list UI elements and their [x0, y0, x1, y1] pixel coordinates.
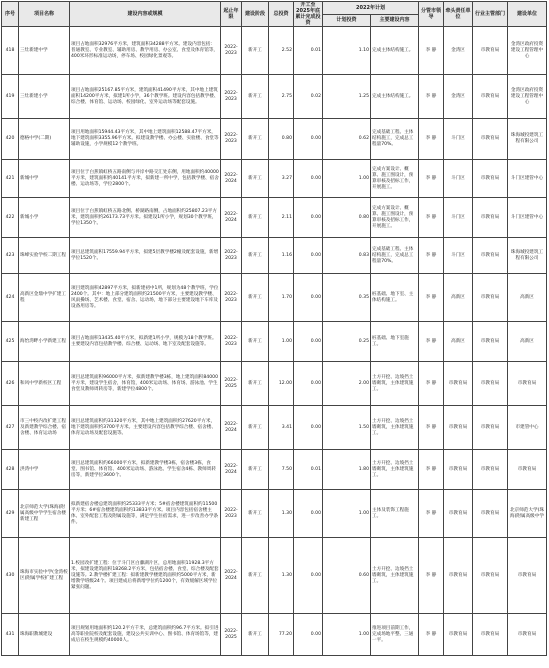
row-years: 2022-2023 [221, 322, 242, 362]
row-industry-dept: 市教育局 [473, 614, 508, 656]
row-project-name: 海怡湾畔小学新建工程 [19, 322, 70, 362]
row-seq: 426 [2, 362, 19, 406]
row-seq: 430 [2, 538, 19, 614]
row-seq: 429 [2, 490, 19, 538]
row-plan-investment: 0.60 [323, 538, 371, 614]
header-done: 开工至2025年底累计完成投资 [295, 2, 321, 26]
row-builder: 高新区 [508, 322, 547, 362]
header-plan-group: 2022年计划 [323, 2, 419, 15]
row-cumulative-investment: 0.01 [294, 450, 323, 490]
row-cumulative-investment: 0.00 [294, 406, 323, 450]
row-project-name: 和风中学新校区工程 [19, 362, 70, 406]
row-plan-investment: 0.80 [323, 198, 371, 238]
row-seq: 421 [2, 160, 19, 198]
row-stage: 新开工 [242, 362, 269, 406]
row-plan-investment: 2.00 [323, 362, 371, 406]
row-leader: 李 静 [419, 614, 444, 656]
row-project-name: 德格中学(二期) [19, 119, 70, 160]
row-stage: 新开工 [242, 406, 269, 450]
row-cumulative-investment: 0.00 [294, 322, 323, 362]
row-cumulative-investment: 0.00 [294, 614, 323, 656]
row-leader: 李 静 [419, 450, 444, 490]
row-project-name: 三灶新建中学 [19, 27, 70, 75]
row-leader: 李 静 [419, 406, 444, 450]
row-lead-unit: 高新区 [444, 322, 473, 362]
header-plan-content: 主要建设内容 [371, 14, 419, 27]
header-total: 总投资 [269, 2, 294, 27]
row-years: 2022-2023 [221, 27, 242, 75]
row-plan-investment: 0.62 [323, 119, 371, 160]
row-total-investment: 1.30 [269, 490, 294, 538]
row-description: 项目位于白蕉镇虹桥五路北侧、桥湖路南侧，占地面积约25807.23平方米，建筑面积约26173.73平方米。拟建设1所小学，规划30个教学班，学位1350个。 [70, 198, 221, 238]
row-leader: 李 静 [419, 322, 444, 362]
row-builder: 市教育局 [508, 614, 547, 656]
header-seq: 序号 [2, 2, 19, 27]
row-years: 2022-2023 [221, 490, 242, 538]
row-lead-unit: 市教育局 [444, 406, 473, 450]
row-total-investment: 7.50 [269, 450, 294, 490]
row-plan-content: 土方开挖、边坡挡土墙砌筑，主体建筑施工。 [371, 538, 419, 614]
row-years: 2022-2024 [221, 406, 242, 450]
row-industry-dept: 市教育局 [473, 450, 508, 490]
row-lead-unit: 斗门区 [444, 119, 473, 160]
row-total-investment: 1.00 [269, 322, 294, 362]
row-total-investment: 0.80 [269, 119, 294, 160]
row-stage: 新开工 [242, 322, 269, 362]
row-industry-dept: 市教育局 [473, 362, 508, 406]
row-seq: 427 [2, 406, 19, 450]
header-leader: 分管市领导 [419, 2, 444, 27]
table-row [2, 119, 547, 160]
row-builder: 金湾区政府投资建设工程管理中心 [508, 75, 547, 119]
row-total-investment: 1.70 [269, 274, 294, 322]
row-lead-unit: 斗门区 [444, 238, 473, 274]
row-industry-dept: 市教育局 [473, 238, 508, 274]
row-project-name: 三灶新建小学 [19, 75, 70, 119]
row-builder: 斗门区建管中心 [508, 198, 547, 238]
row-stage: 新开工 [242, 27, 269, 75]
row-project-name: 新城小学 [19, 198, 70, 238]
row-project-name: 北京师范大学(珠海)附属高级中学学生宿舍楼新建工程 [19, 490, 70, 538]
row-builder: 斗门区建管中心 [508, 160, 547, 198]
row-plan-content: 土方开挖、边坡挡土墙砌筑，主体建筑施工。 [371, 406, 419, 450]
row-years: 2022-2023 [221, 238, 242, 274]
row-years: 2022-2024 [221, 160, 242, 198]
row-description: 项目规划用地面积约120.2平方千米，总建筑面积约96.7平方米。拟引进高等职业院校及配套设施，建设公共实训中心、图书馆、体育场馆等，建成后在校生规模约40000人。 [70, 614, 221, 656]
table-row [2, 160, 547, 198]
row-leader: 李 静 [419, 538, 444, 614]
table-row [2, 362, 547, 406]
row-plan-content: 完成基础工程、主体结构施工，完成总工程量70%。 [371, 238, 419, 274]
row-cumulative-investment: 0.00 [294, 198, 323, 238]
row-leader: 李 静 [419, 274, 444, 322]
row-description: 项目总建筑面积约66000平方米，拟新建教学楼3栋，宿舍楼3栋，食堂、图书馆、体育馆、400米运动场、游泳池、学生宿舍4栋、教师周转房等，新建学位3600个。 [70, 450, 221, 490]
row-plan-content: 完成基础工程、主体结构施工，完成总工程量70%。 [371, 119, 419, 160]
row-plan-investment: 0.35 [323, 274, 371, 322]
row-seq: 419 [2, 75, 19, 119]
row-lead-unit: 市教育局 [444, 362, 473, 406]
row-plan-content: 桩基础、地下室施工。 [371, 322, 419, 362]
row-lead-unit: 市教育局 [444, 614, 473, 656]
row-cumulative-investment: 0.01 [294, 27, 323, 75]
row-stage: 新开工 [242, 198, 269, 238]
row-lead-unit: 斗门区 [444, 160, 473, 198]
row-industry-dept: 市教育局 [473, 490, 508, 538]
row-total-investment: 2.52 [269, 27, 294, 75]
row-description: 项目占地面积32976平方米，建筑面积34288平方米。建设内容包括：普通教室、专业教室、辅助用房、教学用房、办公室、食堂及体育馆等，400米环形标准运动场，停车场、校园绿化景观等。 [70, 27, 221, 75]
row-description: 项目位于白蕉镇虹桥五路南侧与井岸中路交汇处东侧，用地面积约40000平方米，建筑面积约40141平方米，拟新建一所中学，包括教学楼、宿舍楼、运动场等，学位2800个。 [70, 160, 221, 198]
row-industry-dept: 市教育局 [473, 322, 508, 362]
table-row [2, 538, 547, 614]
row-years: 2022-2024 [221, 198, 242, 238]
row-cumulative-investment: 0.00 [294, 362, 323, 406]
row-stage: 新开工 [242, 75, 269, 119]
row-plan-investment: 1.00 [323, 614, 371, 656]
row-lead-unit: 金湾区 [444, 27, 473, 75]
table-row [2, 274, 547, 322]
row-seq: 424 [2, 274, 19, 322]
row-plan-investment: 1.80 [323, 450, 371, 490]
row-leader: 李 静 [419, 362, 444, 406]
header-industry: 行业主管部门 [473, 2, 508, 27]
header-years: 起止年限 [221, 2, 242, 27]
row-seq: 428 [2, 450, 19, 490]
row-years: 2022-2023 [221, 274, 242, 322]
row-stage: 新开工 [242, 274, 269, 322]
row-industry-dept: 市教育局 [473, 119, 508, 160]
row-plan-investment: 1.25 [323, 75, 371, 119]
row-leader: 李 静 [419, 490, 444, 538]
row-stage: 新开工 [242, 238, 269, 274]
row-project-name: 洪湾中学 [19, 450, 70, 490]
row-years: 2022-2023 [221, 75, 242, 119]
row-seq: 423 [2, 238, 19, 274]
row-years: 2022-2023 [221, 119, 242, 160]
row-total-investment: 3.27 [269, 160, 294, 198]
row-cumulative-investment: 0.00 [294, 160, 323, 198]
header-builder: 建设单位 [508, 2, 547, 27]
project-table [1, 1, 547, 656]
row-description: 项目总建筑面积96000平方米，拟新建教学楼3栋，地上建筑面积84000平方米，建设学生宿舍，体育馆，400米运动场、体育场、游泳池、学生食堂及教师周转房等，新建学位4800个。 [70, 362, 221, 406]
row-industry-dept: 市教育局 [473, 198, 508, 238]
row-builder: 北京师范大学(珠海)附属高级中学 [508, 490, 547, 538]
table-row [2, 490, 547, 538]
row-lead-unit: 金湾区 [444, 75, 473, 119]
row-builder: 金湾区政府投资建设工程管理中心 [508, 27, 547, 75]
row-project-name: 珠海职教城建设 [19, 614, 70, 656]
row-project-name: 珠峰实验学校二期工程 [19, 238, 70, 274]
row-cumulative-investment: 0.00 [294, 490, 323, 538]
row-industry-dept: 市教育局 [473, 27, 508, 75]
header-desc: 建设内容或规模 [70, 2, 221, 27]
row-industry-dept: 市教育局 [473, 406, 508, 450]
header-name: 项目名称 [19, 2, 70, 27]
row-plan-content: 主体及装饰工程施工。 [371, 490, 419, 538]
row-leader: 李 静 [419, 119, 444, 160]
row-stage: 新开工 [242, 450, 269, 490]
row-description: 项目总建筑面积17559.94平方米，拟建5层教学楼2幢及配套设施，新增学位1520个。 [70, 238, 221, 274]
row-years: 2022-2024 [221, 450, 242, 490]
row-lead-unit: 斗门区 [444, 198, 473, 238]
row-years: 2022-2025 [221, 362, 242, 406]
row-description: 项目总建筑面积约31320平方米，其中地上建筑面积约27620平方米，地下建筑面积约3700平方米。主要建设内容包括教学综合楼、宿舍楼、体育运动场及配套设施等。 [70, 406, 221, 450]
row-cumulative-investment: 0.00 [294, 538, 323, 614]
row-total-investment: 77.20 [269, 614, 294, 656]
row-project-name: 高新区金鼎中学扩建工程 [19, 274, 70, 322]
row-total-investment: 12.00 [269, 362, 294, 406]
row-total-investment: 1.30 [269, 538, 294, 614]
row-lead-unit: 市教育局 [444, 490, 473, 538]
row-plan-content: 土方开挖、边坡挡土墙砌筑，主体建筑施工。 [371, 450, 419, 490]
row-description: 项目建筑面积42897平方米，拟新建初中1所，规划为48个教学班，学位2400个。其中：地上部分建筑面积约21500平方米，主要建设教学楼、风雨操场、艺术楼、食堂、宿舍、运动场，地下部分主要建设地下车库及设备用房等。 [70, 274, 221, 322]
table-row [2, 198, 547, 238]
row-plan-content: 土方开挖、边坡挡土墙砌筑，主体建筑施工。 [371, 362, 419, 406]
table-row [2, 406, 547, 450]
row-total-investment: 2.75 [269, 75, 294, 119]
row-project-name: 市三中校内改扩建工程及新建教学综合楼、宿舍楼、体育运动场 [19, 406, 70, 450]
row-plan-content: 完成主体结构施工。 [371, 27, 419, 75]
table-row [2, 27, 547, 75]
row-builder: 珠海城投建筑工程有限公司 [508, 119, 547, 160]
row-seq: 418 [2, 27, 19, 75]
row-lead-unit: 市教育局 [444, 450, 473, 490]
row-plan-investment: 1.10 [323, 27, 371, 75]
row-stage: 新开工 [242, 614, 269, 656]
row-plan-investment: 1.00 [323, 160, 371, 198]
table-row [2, 614, 547, 656]
row-seq: 431 [2, 614, 19, 656]
row-stage: 新开工 [242, 119, 269, 160]
row-project-name: 珠海市实验中学(金湾校区)附属学校扩建工程 [19, 538, 70, 614]
row-leader: 李 静 [419, 238, 444, 274]
row-description: 拟新建宿舍楼总建筑面积约25333平方米；5#宿舍楼建筑面积约11500平方米；6#宿舍楼建筑面积约13833平方米。项目内容包括宿舍楼主体、室外配套工程及附属设施等，满足学生住宿需求，进一步改善办学条件。 [70, 490, 221, 538]
row-builder: 市教育局 [508, 450, 547, 490]
row-leader: 李 静 [419, 75, 444, 119]
row-plan-investment: 0.25 [323, 322, 371, 362]
row-plan-investment: 0.83 [323, 238, 371, 274]
row-cumulative-investment: 0.00 [294, 238, 323, 274]
table-row [2, 322, 547, 362]
row-plan-investment: 1.50 [323, 406, 371, 450]
row-years: 2022-2024 [221, 538, 242, 614]
row-description: 项目用地面积15944.43平方米，其中地上建筑面积12588.47平方米，地下建筑面积3355.96平方米。拟建设教学楼、办公楼、实验楼、食堂等辅助设施，小学规模12个教学班。 [70, 119, 221, 160]
row-lead-unit: 市教育局 [444, 538, 473, 614]
row-cumulative-investment: 0.02 [294, 75, 323, 119]
row-seq: 422 [2, 198, 19, 238]
row-total-investment: 3.41 [269, 406, 294, 450]
row-total-investment: 2.11 [269, 198, 294, 238]
row-industry-dept: 市教育局 [473, 274, 508, 322]
row-leader: 李 静 [419, 27, 444, 75]
row-plan-content: 完成方案设计、概算、施工图设计，预算审核及招标工作，开展施工。 [371, 198, 419, 238]
row-builder: 市教育局 [508, 362, 547, 406]
row-total-investment: 1.16 [269, 238, 294, 274]
header-plan-invest: 计划投资 [323, 14, 371, 27]
row-seq: 425 [2, 322, 19, 362]
table-row [2, 75, 547, 119]
row-builder: 市建管中心 [508, 406, 547, 450]
row-project-name: 新城中学 [19, 160, 70, 198]
row-industry-dept: 市教育局 [473, 75, 508, 119]
row-industry-dept: 市教育局 [473, 160, 508, 198]
table-row [2, 238, 547, 274]
row-description: 1.校园改扩建工程：位于斗门区白藤湖片区，总用地面积11928.3平方米，拟建设建筑面积18268.2平方米，包括宿舍楼、食堂、综合楼及配套设施等。2.教学楼扩建工程：拟新建教学楼建筑面积约5000平方米，新增教学班级24个。项目建成后将新增学位约1200个，有效缓解区域学位紧张问题。 [70, 538, 221, 614]
row-builder: 珠海城投建筑工程有限公司 [508, 238, 547, 274]
header-stage: 建设阶段 [242, 2, 269, 27]
row-leader: 李 静 [419, 160, 444, 198]
table-row [2, 450, 547, 490]
row-description: 项目占地面积13435.40平方米，拟新建1所小学，规模为18个教学班。主要建设内容包括教学楼、综合楼、运动场、地下室及配套设施等。 [70, 322, 221, 362]
row-description: 项目占地面积25167.85平方米，建筑面积41490平方米，其中地上建筑面积14200平方米，拟建1所小学，36个教学班。建设内容包括教学楼、综合楼、体育馆、运动场、校园绿化、室外运动场等配套设施。 [70, 75, 221, 119]
row-builder: 市教育局 [508, 538, 547, 614]
header-district: 牵头责任单位 [444, 2, 473, 27]
row-plan-content: 完成方案设计、概算、施工图设计，预算审核及招标工作，开展施工。 [371, 160, 419, 198]
row-plan-content: 完成主体结构施工。 [371, 75, 419, 119]
row-plan-content: 桩基础、地下室、主体结构施工。 [371, 274, 419, 322]
row-years: 2022-2025 [221, 614, 242, 656]
row-seq: 420 [2, 119, 19, 160]
row-stage: 新开工 [242, 160, 269, 198]
row-cumulative-investment: 0.00 [294, 119, 323, 160]
row-lead-unit: 高新区 [444, 274, 473, 322]
row-cumulative-investment: 0.00 [294, 274, 323, 322]
row-leader: 李 静 [419, 198, 444, 238]
row-stage: 新开工 [242, 490, 269, 538]
row-plan-investment: 1.00 [323, 490, 371, 538]
row-builder: 高新区 [508, 274, 547, 322]
row-stage: 新开工 [242, 538, 269, 614]
row-industry-dept: 市教育局 [473, 538, 508, 614]
row-plan-content: 推进项目前期工作，完成场地平整、三通一平。 [371, 614, 419, 656]
